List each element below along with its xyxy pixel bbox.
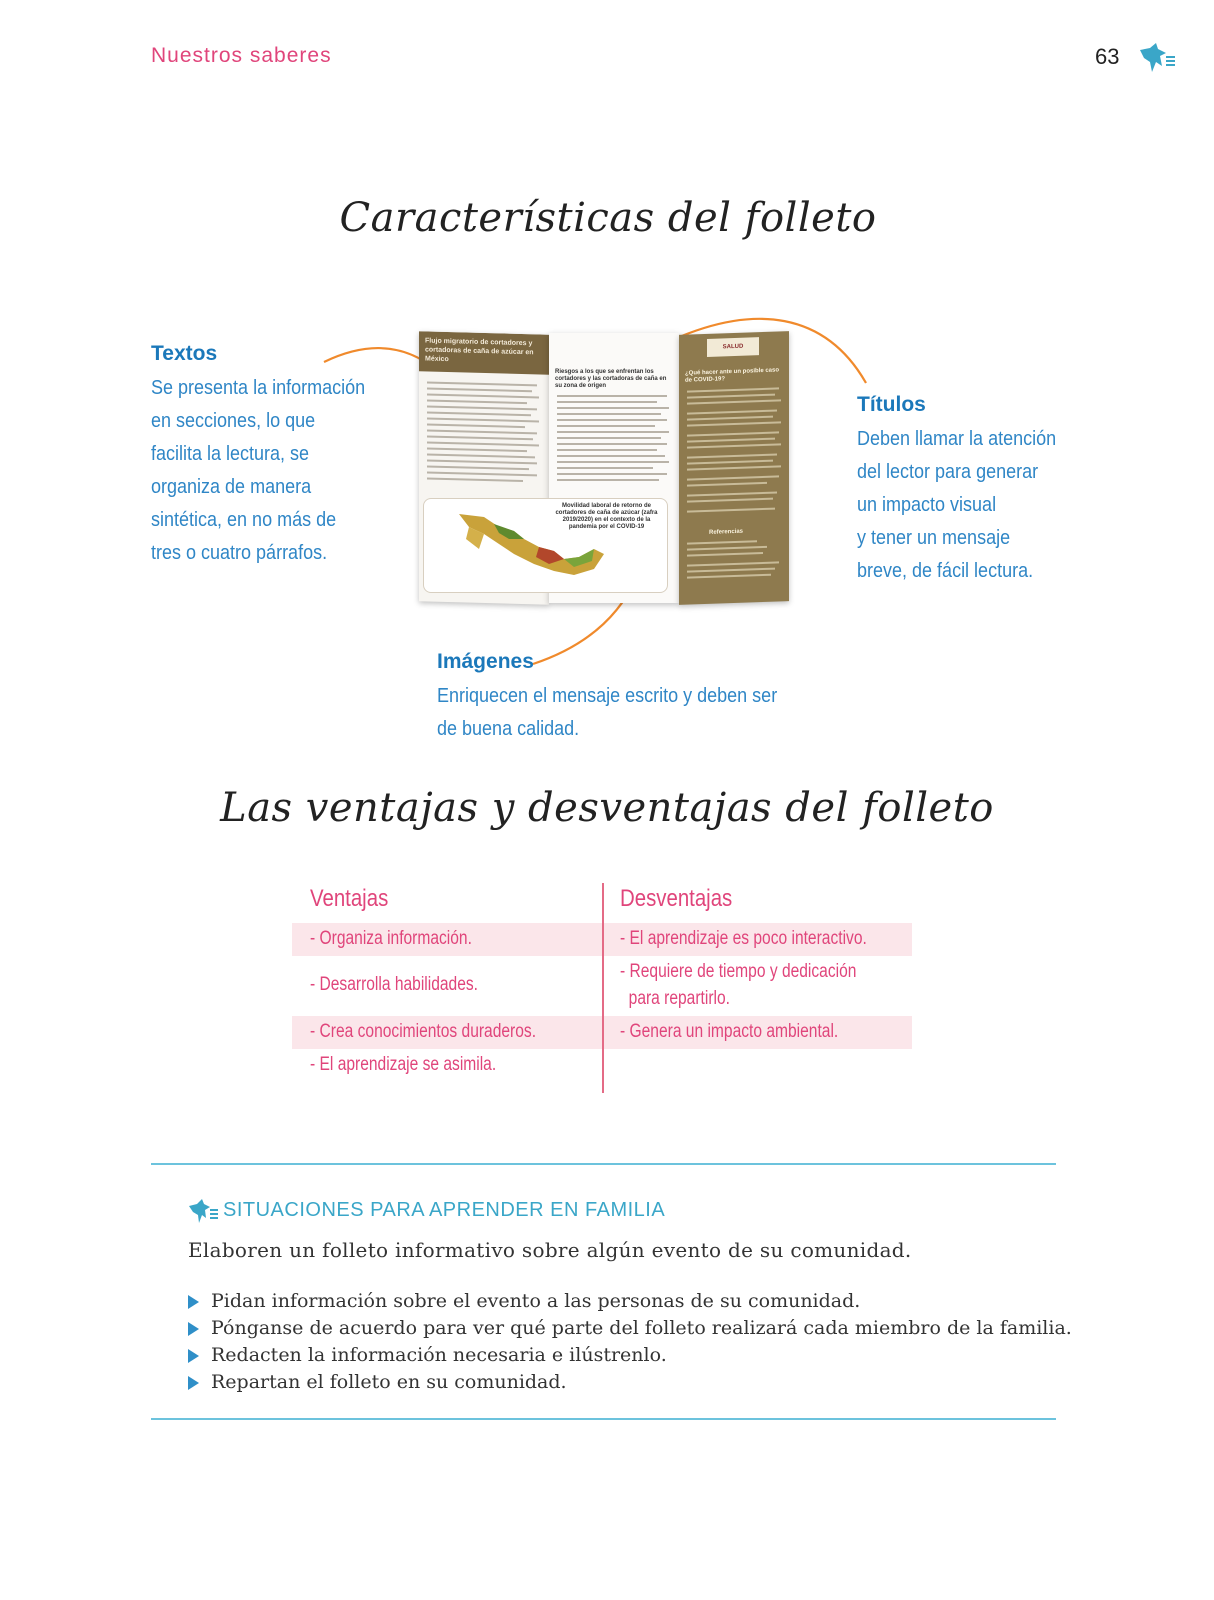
callout-line: un impacto visual	[857, 494, 997, 516]
hummingbird-icon	[1136, 40, 1176, 76]
brochure-map	[423, 498, 668, 593]
brochure-salud-tag: SALUD	[707, 337, 759, 357]
callout-line: organiza de manera	[151, 476, 312, 498]
ventaja-item: - El aprendizaje se asimila.	[310, 1054, 497, 1075]
brochure-map-title: Movilidad laboral de retorno de cortadores de caña de azúcar (zafra 2019/2020) en el contexto de la pandemia por el COVID-19	[555, 503, 658, 530]
callout-textos-heading: Textos	[151, 342, 218, 365]
heading-caracteristicas: Características del folleto	[339, 195, 877, 241]
callout-titulos-heading: Títulos	[857, 393, 926, 416]
brochure-mid-title: Riesgos a los que se enfrentan los cortadores y las cortadoras de caña en su zona de origen	[555, 369, 667, 389]
callout-line: en secciones, lo que	[151, 410, 316, 432]
brochure-right-title: ¿Qué hacer ante un posible caso de COVID-19?	[685, 367, 780, 384]
brochure-image	[415, 333, 793, 618]
callout-line: Enriquecen el mensaje escrito y deben ser	[437, 685, 778, 707]
divider-top	[151, 1163, 1056, 1165]
step-text: Pidan información sobre el evento a las personas de su comunidad.	[211, 1290, 861, 1312]
heading-ventajas-desventajas: Las ventajas y desventajas del folleto	[220, 785, 994, 831]
callout-line: Se presenta la información	[151, 377, 366, 399]
callout-textos-body	[151, 372, 376, 570]
ventaja-item: - Crea conocimientos duraderos.	[310, 1021, 537, 1042]
callout-line: sintética, en no más de	[151, 509, 337, 531]
desventajas-header: Desventajas	[620, 885, 733, 912]
family-steps-list	[188, 1288, 1072, 1396]
callout-line: facilita la lectura, se	[151, 443, 310, 465]
callout-line: del lector para generar	[857, 461, 1039, 483]
family-icon	[187, 1197, 219, 1225]
ventaja-item: - Organiza información.	[310, 928, 472, 949]
section-title: Nuestros saberes	[151, 44, 332, 67]
arrow-bullet-icon	[188, 1376, 199, 1390]
family-section-title: SITUACIONES PARA APRENDER EN FAMILIA	[223, 1199, 666, 1221]
callout-line: breve, de fácil lectura.	[857, 560, 1034, 582]
arrow-bullet-icon	[188, 1349, 199, 1363]
ventaja-item: - Desarrolla habilidades.	[310, 974, 479, 995]
pros-cons-table	[292, 883, 912, 1093]
callout-line: y tener un mensaje	[857, 527, 1011, 549]
family-intro: Elaboren un folleto informativo sobre algún evento de su comunidad.	[188, 1238, 912, 1262]
arrow-bullet-icon	[188, 1322, 199, 1336]
callout-imagenes	[437, 650, 837, 746]
page-number: 63	[1095, 44, 1120, 69]
callout-line: tres o cuatro párrafos.	[151, 542, 328, 564]
divider-bottom	[151, 1418, 1056, 1420]
callout-titulos-body	[857, 423, 1073, 588]
list-item	[188, 1342, 1072, 1369]
callout-imagenes-heading: Imágenes	[437, 650, 534, 673]
desventaja-item: para repartirlo.	[620, 988, 730, 1009]
step-text: Redacten la información necesaria e ilústrenlo.	[211, 1344, 667, 1366]
step-text: Pónganse de acuerdo para ver qué parte del folleto realizará cada miembro de la familia.	[211, 1317, 1072, 1339]
callout-imagenes-body	[437, 680, 797, 746]
arrow-bullet-icon	[188, 1295, 199, 1309]
list-item	[188, 1315, 1072, 1342]
callout-titulos	[857, 393, 1097, 588]
ventajas-header: Ventajas	[310, 885, 389, 912]
brochure-left-title: Flujo migratorio de cortadores y cortadoras de caña de azúcar en México	[419, 331, 549, 374]
desventaja-item: - Genera un impacto ambiental.	[620, 1021, 839, 1042]
callout-line: de buena calidad.	[437, 718, 580, 740]
list-item	[188, 1369, 1072, 1396]
brochure-right-subtitle: Referencias	[709, 528, 744, 536]
brochure-panel-right	[679, 331, 789, 605]
desventaja-item: - Requiere de tiempo y dedicación	[620, 961, 857, 982]
step-text: Repartan el folleto en su comunidad.	[211, 1371, 567, 1393]
callout-textos	[151, 342, 401, 570]
callout-line: Deben llamar la atención	[857, 428, 1057, 450]
list-item	[188, 1288, 1072, 1315]
mexico-map-icon	[454, 509, 614, 579]
desventaja-item: - El aprendizaje es poco interactivo.	[620, 928, 867, 949]
table-divider	[602, 883, 604, 1093]
